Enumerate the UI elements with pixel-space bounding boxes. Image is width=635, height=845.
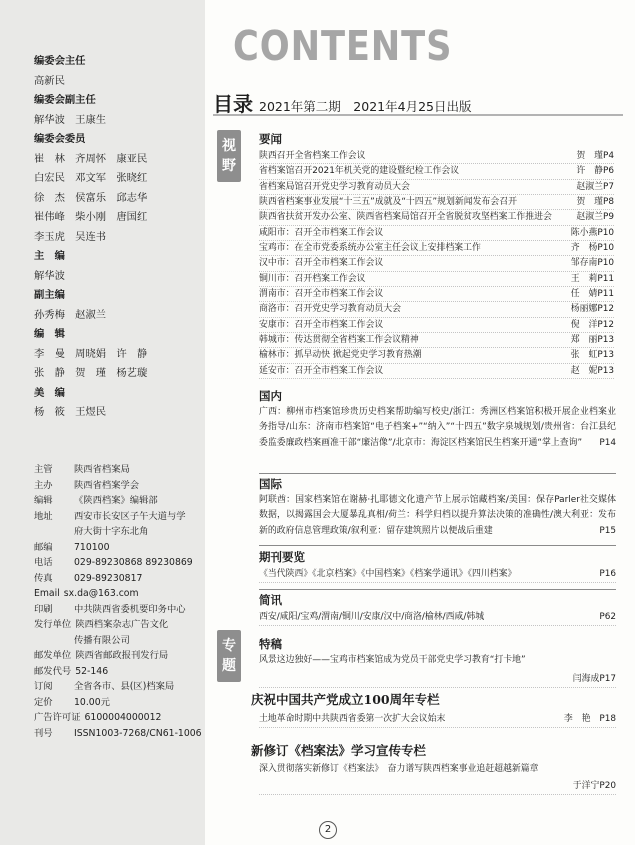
toc-item-title: 咸阳市：召开全市档案工作会议 bbox=[259, 227, 384, 238]
section-title-yaowen: 要闻 bbox=[259, 132, 282, 146]
toc-item-page: P11 bbox=[597, 273, 614, 284]
pub-value: 《陕西档案》编辑部 bbox=[74, 495, 158, 506]
toc-item-author: 贺 瑾 bbox=[576, 197, 603, 208]
toc-item[interactable] bbox=[259, 226, 614, 241]
publication-info bbox=[34, 462, 209, 741]
toc-item[interactable] bbox=[259, 164, 614, 179]
toc-item-page: P12 bbox=[597, 319, 614, 330]
staff-line: 编委会委员 bbox=[34, 133, 86, 145]
pub-value: 陕西省档案学会 bbox=[74, 479, 140, 491]
author: 闫海成 bbox=[572, 674, 600, 684]
toc-item[interactable] bbox=[259, 210, 614, 225]
tegao-line: 风景这边独好——宝鸡市档案馆成为党员干部党史学习教育“打卡地” bbox=[259, 655, 526, 665]
page-ref: P18 bbox=[599, 714, 616, 724]
toc-item-title: 陕西召开全省档案工作会议 bbox=[259, 151, 366, 161]
staff-line: 编 辑 bbox=[34, 328, 65, 340]
toc-item-author: 郑 丽 bbox=[570, 335, 598, 346]
toc-item-page: P13 bbox=[597, 365, 614, 376]
pub-key: 编辑 bbox=[34, 495, 53, 506]
pub-key: 主办 bbox=[34, 479, 53, 491]
contents-heading: CONTENTS bbox=[233, 22, 453, 70]
pub-value: 6100004000012 bbox=[84, 712, 162, 723]
toc-item-author: 赵淑兰 bbox=[576, 212, 603, 223]
pub-value: sx.da@163.com bbox=[63, 588, 139, 599]
page-ref: P20 bbox=[599, 781, 616, 791]
qingzhu-line bbox=[259, 712, 616, 728]
pub-key: 邮发代号 bbox=[34, 665, 72, 677]
pub-row bbox=[34, 695, 209, 711]
author: 于洋宁 bbox=[572, 781, 600, 791]
toc-item[interactable] bbox=[259, 348, 614, 363]
toc-item-title: 铜川市：召开档案工作会议 bbox=[259, 273, 366, 284]
toc-item-title: 陕西省档案事业发展“十三五”成就及“十四五”规划新闻发布会召开 bbox=[259, 197, 518, 208]
masthead-column bbox=[0, 0, 205, 845]
pub-value: 029-89230868 89230869 bbox=[74, 557, 193, 568]
qikan-body: 《当代陕西》《北京档案》《中国档案》《档案学通讯》《四川档案》 bbox=[259, 569, 517, 579]
author: 李 艳 bbox=[563, 714, 591, 724]
staff-line: 副主编 bbox=[34, 289, 65, 301]
pub-row bbox=[34, 617, 209, 633]
staff-line: 孙秀梅 赵淑兰 bbox=[34, 308, 107, 321]
pub-row bbox=[34, 679, 209, 695]
guonei-body: 广西：柳州市档案馆珍贵历史档案帮助编写校史/浙江：秀洲区档案馆积极开展企业档案业务指导/山东：济南市档案馆“电子档案+”“纳入”“十四五”数字泉城规划/贵州省：台江县纪委监委廉政档案画准干部“廉洁像”/北京市：海淀区档案馆民生档案开通“掌上查询” bbox=[259, 407, 616, 448]
toc-item-title: 商洛市：召开党史学习教育动员大会 bbox=[259, 304, 401, 315]
pub-key: 主管 bbox=[34, 464, 53, 475]
pub-key: 定价 bbox=[34, 696, 53, 708]
toc-item[interactable] bbox=[259, 302, 614, 317]
xinxiuding-line: 深入贯彻落实新修订《档案法》 奋力谱写陕西档案事业追赶超越新篇章 bbox=[259, 764, 539, 774]
toc-item-title: 省档案馆召开2021年机关党的建设暨纪检工作会议 bbox=[259, 166, 460, 177]
staff-line: 美 编 bbox=[34, 386, 65, 399]
page-ref: P14 bbox=[599, 437, 616, 448]
pub-value: 710100 bbox=[74, 541, 110, 553]
staff-line: 解华波 王康生 bbox=[34, 113, 107, 126]
pub-row bbox=[34, 586, 209, 602]
section-title-guonei: 国内 bbox=[259, 389, 282, 403]
qikan-line bbox=[259, 567, 616, 583]
divider bbox=[259, 473, 616, 474]
pub-key: Email bbox=[34, 588, 60, 599]
toc-item[interactable] bbox=[259, 364, 614, 379]
issue-date: 2021年第二期 2021年4月25日出版 bbox=[259, 99, 472, 114]
divider bbox=[259, 545, 616, 546]
pub-value: 52-146 bbox=[75, 665, 109, 677]
staff-line: 崔伟峰 柴小刚 唐国红 bbox=[34, 211, 148, 223]
divider bbox=[259, 589, 616, 590]
toc-item-page: P13 bbox=[597, 335, 614, 346]
toc-item-page: P10 bbox=[597, 227, 614, 238]
pub-key: 邮编 bbox=[34, 541, 53, 553]
pub-row bbox=[34, 555, 209, 571]
toc-item-title: 安康市：召开全市档案工作会议 bbox=[259, 319, 384, 330]
toc-item-author: 杨丽娜 bbox=[570, 304, 598, 315]
toc-item-page: P4 bbox=[603, 151, 614, 161]
section-title-tegao: 特稿 bbox=[259, 637, 282, 651]
pub-value: 全省各市、县(区)档案局 bbox=[74, 681, 175, 692]
toc-item[interactable] bbox=[259, 318, 614, 333]
pub-value: 传播有限公司 bbox=[74, 634, 130, 646]
toc-item-title: 延安市：召开全市档案工作会议 bbox=[259, 365, 384, 376]
pub-row bbox=[34, 493, 209, 509]
toc-item-author: 贺 瑾 bbox=[576, 151, 603, 161]
page-ref-group bbox=[564, 712, 616, 727]
pub-row bbox=[34, 524, 209, 540]
tegao-author bbox=[259, 672, 616, 688]
toc-item-page: P10 bbox=[597, 258, 614, 269]
section-label-zhuanti: 专 题 bbox=[217, 630, 241, 682]
toc-item-author: 齐 杨 bbox=[570, 243, 598, 254]
pub-row bbox=[34, 664, 209, 680]
page-ref: P16 bbox=[599, 569, 616, 579]
pub-row bbox=[34, 633, 209, 649]
pub-row bbox=[34, 509, 209, 525]
pub-row bbox=[34, 462, 209, 478]
pub-value: 陕西省邮政报刊发行局 bbox=[75, 650, 169, 661]
toc-item-author: 许 静 bbox=[576, 166, 603, 177]
staff-line: 解华波 bbox=[34, 269, 65, 282]
jianxun-body: 西安/咸阳/宝鸡/渭南/铜川/安康/汉中/商洛/榆林/西咸/韩城 bbox=[259, 612, 485, 622]
contents-column bbox=[205, 0, 635, 845]
pub-row bbox=[34, 710, 209, 726]
pub-value: 西安市长安区子午大道与学 bbox=[74, 510, 186, 522]
staff-line: 崔 林 齐周怀 康亚民 bbox=[34, 152, 148, 165]
pub-value: 陕西档案杂志广告文化 bbox=[75, 619, 169, 630]
toc-item[interactable] bbox=[259, 195, 614, 210]
toc-item[interactable] bbox=[259, 333, 614, 348]
toc-title: 目录 bbox=[213, 92, 253, 116]
toc-item-page: P11 bbox=[597, 289, 614, 300]
pub-key bbox=[34, 633, 74, 649]
section-title-jianxun: 简讯 bbox=[259, 593, 282, 607]
toc-item[interactable] bbox=[259, 180, 614, 195]
guoji-text bbox=[259, 493, 616, 539]
toc-item-page: P13 bbox=[597, 350, 614, 361]
toc-item-page: P9 bbox=[603, 212, 614, 223]
qingzhu-body: 土地革命时期中共陕西省委第一次扩大会议始末 bbox=[259, 714, 446, 724]
pub-key: 发行单位 bbox=[34, 619, 72, 630]
section-label-shiye: 视 野 bbox=[217, 130, 241, 182]
pub-key: 刊号 bbox=[34, 727, 53, 739]
pub-key: 地址 bbox=[34, 510, 53, 522]
page-number: 2 bbox=[319, 821, 337, 839]
jianxun-line bbox=[259, 610, 616, 626]
staff-line: 李玉虎 吴连书 bbox=[34, 230, 107, 243]
pub-row bbox=[34, 726, 209, 742]
section-title-guoji: 国际 bbox=[259, 477, 282, 491]
section-title-xinxiuding: 新修订《档案法》学习宣传专栏 bbox=[251, 743, 427, 758]
toc-item-title: 渭南市：召开全市档案工作会议 bbox=[259, 289, 384, 300]
pub-value: 府大街十字东北角 bbox=[74, 526, 149, 537]
pub-row bbox=[34, 540, 209, 556]
pub-value: 10.00元 bbox=[74, 696, 110, 708]
staff-line: 编委会主任 bbox=[34, 55, 86, 67]
pub-row bbox=[34, 478, 209, 494]
toc-item-page: P7 bbox=[603, 181, 614, 192]
toc-item-author: 张 虹 bbox=[570, 350, 598, 361]
pub-key: 订阅 bbox=[34, 681, 53, 692]
pub-key: 印刷 bbox=[34, 603, 53, 615]
page-ref: P15 bbox=[599, 525, 616, 536]
toc-item-author: 倪 洋 bbox=[570, 319, 598, 330]
toc-item-page: P8 bbox=[603, 197, 614, 208]
yaowen-list bbox=[259, 149, 614, 379]
staff-line: 主 编 bbox=[34, 250, 65, 262]
toc-item-title: 陕西省扶贫开发办公室、陕西省档案局馆召开全省脱贫攻坚档案工作推进会 bbox=[259, 212, 552, 223]
toc-item-author: 陈小燕 bbox=[570, 227, 598, 238]
toc-item-title: 宝鸡市：在全市党委系统办公室主任会议上安排档案工作 bbox=[259, 243, 481, 254]
staff-line: 杨 筱 王煜民 bbox=[34, 406, 107, 418]
staff-line: 白宏民 邓文军 张晓红 bbox=[34, 172, 148, 184]
guonei-text bbox=[259, 405, 616, 451]
toc-item-author: 王 莉 bbox=[570, 273, 598, 284]
pub-row bbox=[34, 602, 209, 618]
pub-value: 029-89230817 bbox=[74, 572, 143, 584]
toc-item[interactable] bbox=[259, 241, 614, 256]
page-ref: P62 bbox=[599, 612, 616, 622]
pub-key bbox=[34, 524, 74, 540]
section-title-qikan: 期刊要览 bbox=[259, 550, 305, 564]
toc-item-page: P6 bbox=[603, 166, 614, 177]
toc-item-page: P10 bbox=[597, 243, 614, 254]
toc-item-author: 邹存南 bbox=[570, 258, 598, 269]
pub-key: 电话 bbox=[34, 557, 53, 568]
staff-line: 高新民 bbox=[34, 74, 65, 87]
pub-key: 邮发单位 bbox=[34, 650, 72, 661]
toc-item[interactable] bbox=[259, 287, 614, 302]
toc-item[interactable] bbox=[259, 256, 614, 271]
toc-title-bar bbox=[213, 88, 623, 116]
staff-line: 徐 杰 侯富乐 邱志华 bbox=[34, 191, 148, 204]
editorial-board bbox=[34, 52, 204, 423]
section-title-qingzhu: 庆祝中国共产党成立100周年专栏 bbox=[251, 692, 440, 707]
staff-line: 编委会副主任 bbox=[34, 94, 96, 106]
pub-value: 中共陕西省委机要印务中心 bbox=[74, 603, 186, 615]
pub-row bbox=[34, 571, 209, 587]
page-ref: P17 bbox=[599, 674, 616, 684]
pub-value: 陕西省档案局 bbox=[74, 464, 130, 475]
pub-key: 广告许可证 bbox=[34, 712, 81, 723]
staff-line: 张 静 贺 瑾 杨艺璇 bbox=[34, 367, 148, 379]
toc-item[interactable] bbox=[259, 149, 614, 164]
toc-item-title: 榆林市：抓早动快 掀起党史学习教育热潮 bbox=[259, 350, 422, 361]
toc-item-title: 省档案局馆召开党史学习教育动员大会 bbox=[259, 181, 410, 192]
xinxiuding-author bbox=[259, 779, 616, 795]
toc-item-author: 赵 妮 bbox=[570, 365, 598, 376]
toc-item-title: 韩城市：传达贯彻全省档案工作会议精神 bbox=[259, 335, 419, 346]
toc-item-title: 汉中市：召开全市档案工作会议 bbox=[259, 258, 384, 269]
toc-item[interactable] bbox=[259, 272, 614, 287]
toc-item-author: 任 婧 bbox=[570, 289, 598, 300]
pub-value: ISSN1003-7268/CN61-1006 bbox=[74, 727, 202, 739]
toc-item-author: 赵淑兰 bbox=[576, 181, 603, 192]
pub-key: 传真 bbox=[34, 572, 53, 584]
staff-line: 李 曼 周晓娟 许 静 bbox=[34, 347, 148, 360]
pub-row bbox=[34, 648, 209, 664]
toc-item-page: P12 bbox=[597, 304, 614, 315]
guoji-body: 阿联酋：国家档案馆在谢赫·扎耶德文化遗产节上展示馆藏档案/美国：保存Parler社交媒体数据，以揭露国会大厦暴乱真相/荷兰：科学归档以提升算法决策的准确性/澳大利亚：发布新的政府信息管理政策/叙利亚：留存建筑照片以便战后重建 bbox=[259, 495, 616, 536]
